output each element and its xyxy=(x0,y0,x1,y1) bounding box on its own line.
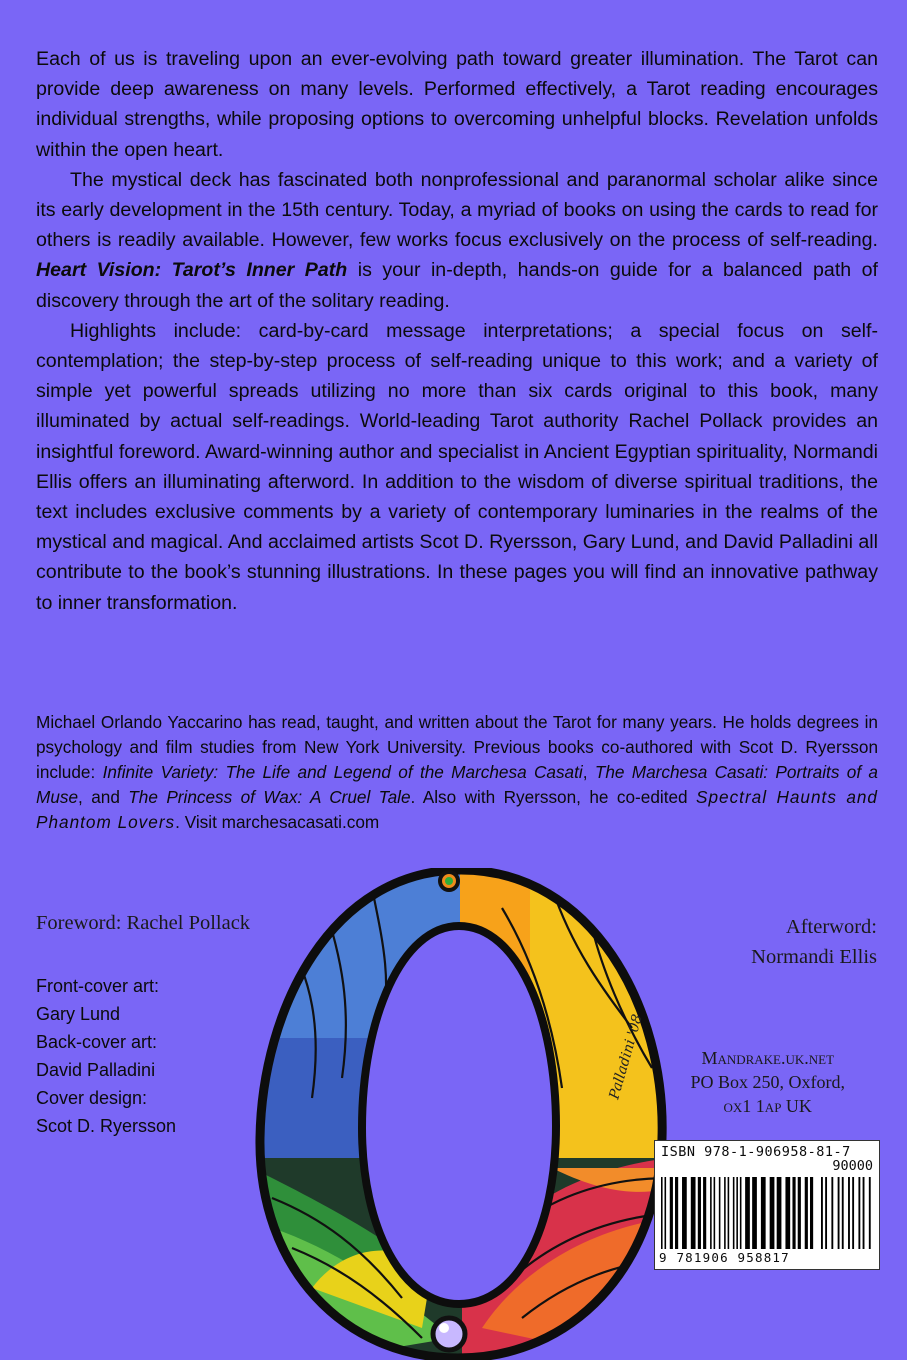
front-cover-label: Front-cover art: xyxy=(36,976,160,996)
barcode-bar xyxy=(736,1177,738,1249)
bio-text-2: , xyxy=(582,762,595,782)
barcode-bar xyxy=(665,1177,667,1249)
barcode-bar xyxy=(825,1177,827,1249)
barcode-bar xyxy=(810,1177,813,1249)
barcode-bar xyxy=(682,1177,687,1249)
barcode-bar xyxy=(848,1177,850,1249)
isbn-barcode xyxy=(654,1140,880,1270)
illuminated-letter-o-artwork xyxy=(252,868,670,1360)
barcode-bar xyxy=(798,1177,801,1249)
bio-text-1: Michael Orlando Yaccarino has read, taught, and written about the Tarot for many years. He holds degrees in psychology and film studies from New York University. Previous books co-authored with Scot D. Ryersson include: xyxy=(36,712,878,782)
publisher-info xyxy=(690,1046,845,1118)
barcode-bar xyxy=(831,1177,833,1249)
barcode-bar xyxy=(863,1177,865,1249)
barcode-bar xyxy=(691,1177,696,1249)
back-cover-blurb xyxy=(36,44,878,618)
barcode-bar xyxy=(805,1177,808,1249)
afterword-credit xyxy=(751,912,877,972)
bio-book-2: The Marchesa Casati: Portraits of a Muse xyxy=(36,762,878,807)
addon-barcode-bars xyxy=(821,1177,873,1251)
bio-text-5: . Visit marchesacasati.com xyxy=(175,812,380,832)
barcode-bar xyxy=(698,1177,701,1249)
publisher-address-line: PO Box 250, Oxford, xyxy=(690,1072,845,1092)
publisher-postcode: ox1 1ap UK xyxy=(723,1096,812,1116)
afterword-label: Afterword: xyxy=(785,916,877,938)
cover-design-name: Scot D. Ryersson xyxy=(36,1116,177,1136)
blurb-paragraph-1: Each of us is traveling upon an ever-evolving path toward greater illumination. The Tarot can provide deep awareness on many levels. Performed effectively, a Tarot reading encourages individual strengths, while proposing options to overcoming unhelpful blocks. Revelation unfolds within the open heart. xyxy=(36,48,878,161)
isbn-number: ISBN 978-1-906958-81-7 xyxy=(661,1144,851,1160)
cover-design-label: Cover design: xyxy=(36,1088,148,1108)
ean-number: 9 781906 958817 xyxy=(659,1250,790,1265)
bio-text-4: . Also with Ryersson, he co-edited xyxy=(410,787,696,807)
foreword-credit: Foreword: Rachel Pollack xyxy=(36,912,251,934)
afterword-name: Normandi Ellis xyxy=(751,946,877,968)
author-bio xyxy=(36,710,878,835)
bio-book-1: Infinite Variety: The Life and Legend of the Marchesa Casati xyxy=(102,762,583,782)
artist-signature: Palladini '08 xyxy=(606,1012,646,1102)
publisher-address xyxy=(690,1070,845,1094)
barcode-bar xyxy=(745,1177,750,1249)
barcode-bar xyxy=(675,1177,678,1249)
barcode-bar xyxy=(752,1177,757,1249)
barcode-bar xyxy=(770,1177,775,1249)
barcode-bar xyxy=(703,1177,706,1249)
blurb-p2-text-a: The mystical deck has fascinated both nonprofessional and paranormal scholar alike since its early development in the 15th century. Today, a myriad of books on using the cards to read for others is readily available. However, few works focus exclusively on the process of self-reading. xyxy=(36,168,878,252)
barcode-bar xyxy=(728,1177,730,1249)
barcode-bar xyxy=(842,1177,844,1249)
barcode-bar xyxy=(869,1177,871,1249)
back-cover-label: Back-cover art: xyxy=(36,1032,158,1052)
bio-book-4: Spectral Haunts and Phantom Lovers xyxy=(36,787,878,832)
blurb-paragraph-3: Highlights include: card-by-card message interpretations; a special focus on self-contemplation; the step-by-step process of self-reading unique to this work; and a variety of simple yet powerful spreads utilizing no more than six cards original to this book, many illuminated by actual self-readings. World-leading Tarot authority Rachel Pollack provides an insightful foreword. Award-winning author and specialist in Ancient Egyptian spirituality, Normandi Ellis offers an illuminating afterword. In addition to the wisdom of diverse spiritual traditions, the text includes exclusive comments by a variety of contemporary luminaries in the realms of the mystical and magical. And acclaimed artists Scot D. Ryersson, Gary Lund, and David Palladini all contribute to the book’s stunning illustrations. In these pages you will find an innovative pathway to inner transformation. xyxy=(36,319,878,614)
barcode-bar xyxy=(670,1177,673,1249)
barcode-bar xyxy=(777,1177,782,1249)
back-cover-name: David Palladini xyxy=(36,1060,156,1080)
book-title-heart-vision: Heart Vision: Tarot’s Inner Path xyxy=(36,259,348,282)
barcode-bar xyxy=(858,1177,860,1249)
barcode-bar xyxy=(710,1177,712,1249)
author-bio-paragraph xyxy=(36,710,878,835)
barcode-bar xyxy=(821,1177,823,1249)
barcode-bar xyxy=(740,1177,742,1249)
barcode-bar xyxy=(719,1177,721,1249)
publisher-website: Mandrake.uk.net xyxy=(701,1048,835,1068)
bio-book-3: The Princess of Wax: A Cruel Tale xyxy=(128,787,411,807)
barcode-bar xyxy=(852,1177,854,1249)
blurb-paragraph-2 xyxy=(36,165,878,316)
barcode-bar xyxy=(838,1177,840,1249)
front-cover-name: Gary Lund xyxy=(36,1004,121,1024)
ean-barcode-bars xyxy=(661,1177,817,1251)
art-credits xyxy=(36,972,176,1140)
barcode-bar xyxy=(761,1177,766,1249)
blurb-p2-text-b: is your in-depth, hands-on guide for a balanced path of discovery through the art of the solitary reading. xyxy=(36,259,878,312)
barcode-bar xyxy=(733,1177,735,1249)
barcode-bar xyxy=(661,1177,663,1249)
barcode-bar xyxy=(724,1177,726,1249)
barcode-bar xyxy=(785,1177,790,1249)
barcode-bar xyxy=(792,1177,795,1249)
bio-text-3: , and xyxy=(78,787,129,807)
barcode-addon-number: 90000 xyxy=(832,1158,873,1174)
barcode-bar xyxy=(714,1177,716,1249)
